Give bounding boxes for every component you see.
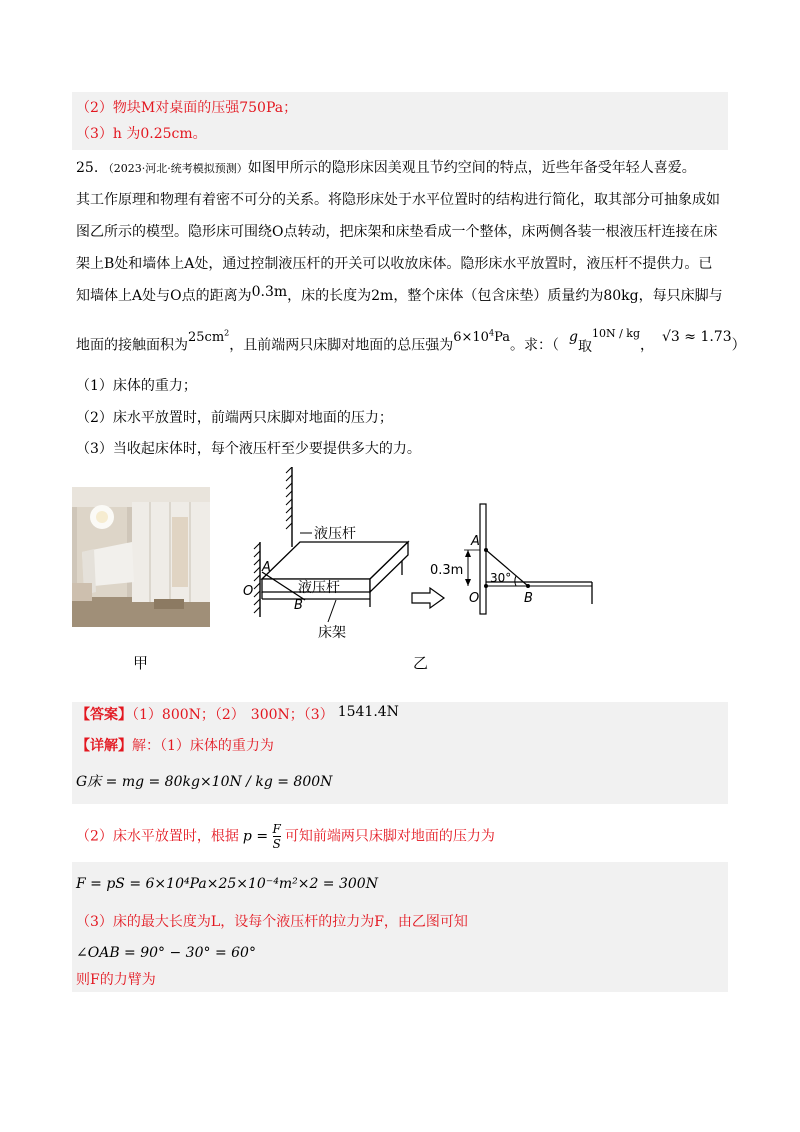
g-symbol: g — [568, 329, 578, 346]
yi-point-a: A — [471, 534, 480, 549]
problem-line-4: 架上B处和墙体上A处，通过控制液压杆的开关可以收放床体。隐形床水平放置时，液压杆不提供力。已 — [76, 256, 713, 272]
angle-label: 30° — [490, 571, 512, 585]
detail-intro: 解：（1）床体的重力为 — [132, 738, 274, 754]
problem-text-6h: 取 — [577, 339, 592, 356]
point-b-label: B — [294, 598, 303, 613]
prev-answer-2: （2）物块M对桌面的压强750Pa； — [76, 100, 298, 116]
equation-3: ∠OAB = 90° − 30° = 60° — [76, 945, 256, 961]
point-a-label: A — [262, 560, 271, 575]
label-yi: 乙 — [413, 654, 429, 672]
problem-text-6l: ） — [731, 337, 746, 354]
question-3: （3）当收起床体时，每个液压杆至少要提供多大的力。 — [76, 441, 421, 457]
frame-label: 床架 — [318, 625, 346, 639]
question-1: （1）床体的重力； — [76, 378, 197, 394]
answer-part-1: （1）800N；（2） — [132, 707, 245, 723]
problem-text-6c: ，且前端两只床脚对地面的总压强为 — [229, 337, 454, 354]
pressure-exponent: 4 — [488, 329, 495, 338]
detail-tag: 【详解】 — [76, 738, 132, 754]
answer-tag: 【答案】 — [76, 707, 132, 723]
pressure-value: 6×10 — [453, 330, 489, 346]
rod-label-lower: 液压杆 — [298, 580, 340, 596]
problem-text-1: 如图甲所示的隐形床因美观且节约空间的特点，近些年备受年轻人喜爱。 — [247, 160, 696, 176]
answer-line — [76, 705, 399, 725]
problem-text-6a: 地面的接触面积为 — [76, 337, 188, 354]
yi-point-b: B — [524, 591, 533, 606]
label-jia: 甲 — [133, 654, 149, 672]
detail-line — [76, 736, 274, 756]
question-2: （2）床水平放置时，前端两只床脚对地面的压力； — [76, 410, 393, 426]
step-3-line: （3）床的最大长度为L，设每个液压杆的拉力为F，由乙图可知 — [76, 914, 468, 930]
problem-source: （2023·河北·统考模拟预测） — [102, 162, 248, 175]
formula-lhs: p = — [242, 828, 269, 845]
equation-2: F = pS = 6×10⁴Pa×25×10⁻⁴m²×2 = 300N — [76, 876, 378, 892]
problem-text-6f: 。求：（ — [509, 337, 559, 354]
answer-part-3: 1541.4N — [337, 704, 399, 720]
problem-line-6 — [76, 327, 746, 356]
distance-label: 0.3m — [430, 563, 464, 578]
formula-numerator: F — [272, 822, 281, 836]
formula-denominator: S — [272, 837, 281, 851]
bed-schematic — [240, 467, 420, 639]
point-o-label: O — [243, 584, 254, 599]
pressure-unit: Pa — [494, 330, 510, 346]
rod-label-upper: 液压杆 — [314, 526, 356, 542]
problem-number: 25. — [76, 160, 99, 176]
yi-point-o: O — [469, 591, 480, 606]
prev-answer-3: （3）h 为0.25cm。 — [76, 126, 207, 142]
step-4-line: 则F的力臂为 — [76, 972, 156, 988]
step-2-text-b: 可知前端两只床脚对地面的压力为 — [284, 828, 495, 845]
answer-part-2: 300N；（3） — [250, 707, 334, 723]
step-2-text-a: （2）床水平放置时，根据 — [76, 828, 239, 845]
area-value: 25cm — [188, 330, 225, 346]
equation-1: G床 = mg = 80kg×10N / kg = 800N — [76, 774, 333, 790]
distance-value: 0.3m — [251, 284, 288, 300]
problem-line-3: 图乙所示的模型。隐形床可围绕O点转动，把床架和床垫看成一个整体，床两侧各装一根液压杆连接在床 — [76, 224, 718, 240]
step-2-line — [76, 822, 495, 851]
problem-text-6j: ， — [639, 337, 654, 354]
force-model-diagram — [430, 490, 610, 620]
g-value: 10N / kg — [591, 327, 640, 341]
problem-text-5a: 知墙体上A处与O点的距离为 — [76, 288, 252, 304]
problem-line-1 — [76, 158, 696, 179]
area-exponent: 2 — [224, 329, 230, 338]
sqrt3-value: √3 ≈ 1.73 — [661, 329, 732, 346]
problem-line-5 — [76, 286, 723, 306]
problem-line-2: 其工作原理和物理有着密不可分的关系。将隐形床处于水平位置时的结构进行简化，取其部分可抽象成如 — [76, 192, 720, 208]
problem-text-5c: ，床的长度为2m，整个床体（包含床垫）质量约为80kg，每只床脚与 — [287, 288, 723, 304]
bed-photo — [72, 487, 210, 627]
